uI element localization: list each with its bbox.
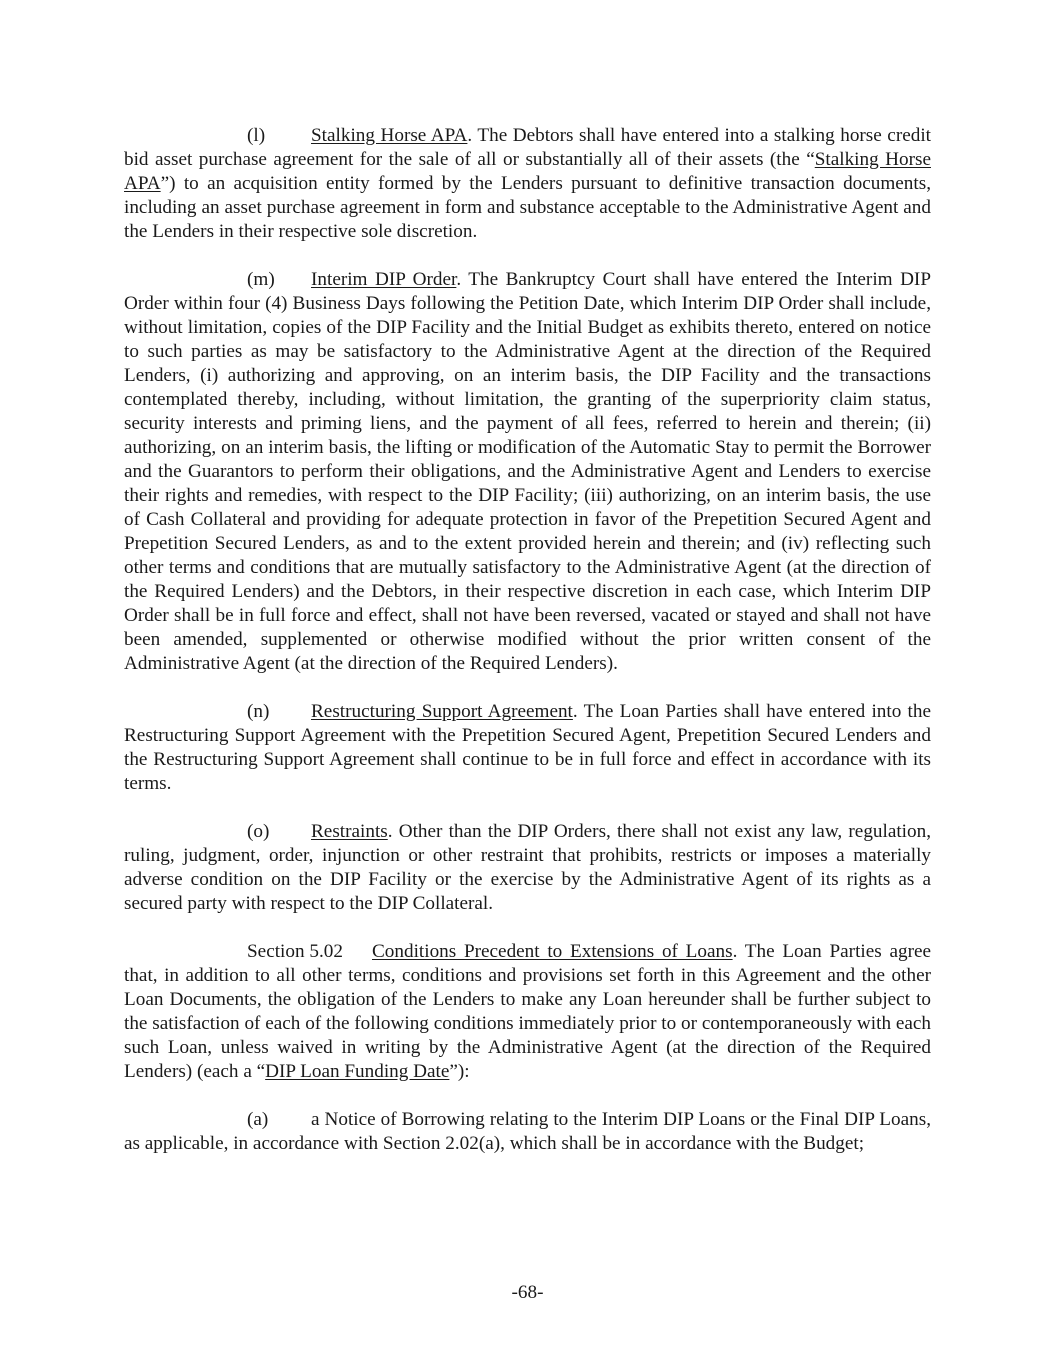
section-number: Section 5.02 bbox=[247, 941, 343, 962]
section-text: ”): bbox=[449, 1061, 470, 1082]
section-5-02 bbox=[124, 940, 931, 1084]
paragraph-label: (a) bbox=[247, 1109, 269, 1130]
paragraph-text: . Other than the DIP Orders, there shall not exist any law, regulation, ruling, judgment, order, injunction or other restraint that prohibits, restricts or imposes a materially adverse condition on the DIP Facility or the exercise by the Administrative Agent of its rights as a secured party with respect to the DIP Collateral. bbox=[124, 821, 931, 914]
section-text: . The Loan Parties agree that, in addition to all other terms, conditions and provisions set forth in this Agreement and the other Loan Documents, the obligation of the Lenders to make any Loan hereunder shall be further subject to the satisfaction of each of the following conditions immediately prior to or contemporaneously with each such Loan, unless waived in writing by the Administrative Agent (at the direction of the Required Lenders) (each a “ bbox=[124, 941, 931, 1082]
paragraph-o bbox=[124, 820, 931, 916]
paragraph-text: . The Bankruptcy Court shall have entered the Interim DIP Order within four (4) Business Days following the Petition Date, which Interim DIP Order shall include, without limitation, copies of the DIP Facility and the Initial Budget as exhibits thereto, entered on notice to such parties as may be satisfactory to the Administrative Agent at the direction of the Required Lenders, (i) authorizing and approving, on an interim basis, the DIP Facility and the transactions contemplated thereby, including, without limitation, the granting of the superpriority claim status, security interests and priming liens, and the payment of all fees, referred to herein and therein; (ii) authorizing, on an interim basis, the lifting or modification of the Automatic Stay to permit the Borrower and the Guarantors to perform their obligations, and the Administrative Agent and Lenders to exercise their rights and remedies, with respect to the DIP Facility; (iii) authorizing, on an interim basis, the use of Cash Collateral and providing for adequate protection in favor of the Prepetition Secured Agent and Prepetition Secured Lenders, as and to the extent provided herein and therein; and (iv) reflecting such other terms and conditions that are mutually satisfactory to the Administrative Agent (at the direction of the Required Lenders) and the Debtors, in their respective discretion in each case, which Interim DIP Order shall be in full force and effect, shall not have been reversed, vacated or stayed and shall not have been amended, supplemented or otherwise modified without the prior written consent of the Administrative Agent (at the direction of the Required Lenders). bbox=[124, 269, 931, 674]
paragraph-title: Restructuring Support Agreement bbox=[311, 701, 573, 722]
paragraph-l bbox=[124, 124, 931, 244]
document-page bbox=[124, 124, 931, 1180]
paragraph-title: Stalking Horse APA bbox=[311, 125, 468, 146]
paragraph-n bbox=[124, 700, 931, 796]
defined-term: Stalking Horse APA bbox=[124, 149, 931, 194]
section-title: Conditions Precedent to Extensions of Loans bbox=[372, 941, 733, 962]
paragraph-text: ”) to an acquisition entity formed by the Lenders pursuant to definitive transaction documents, including an asset purchase agreement in form and substance acceptable to the Administrative Agent and the Lenders in their respective sole discretion. bbox=[124, 173, 931, 242]
paragraph-a bbox=[124, 1108, 931, 1156]
paragraph-title: Interim DIP Order bbox=[311, 269, 457, 290]
paragraph-title: Restraints bbox=[311, 821, 388, 842]
paragraph-label: (o) bbox=[247, 821, 270, 842]
paragraph-text: a Notice of Borrowing relating to the Interim DIP Loans or the Final DIP Loans, as applicable, in accordance with Section 2.02(a), which shall be in accordance with the Budget; bbox=[124, 1109, 931, 1154]
paragraph-label: (l) bbox=[247, 125, 266, 146]
page-number: -68- bbox=[511, 1282, 544, 1303]
paragraph-label: (m) bbox=[247, 269, 275, 290]
paragraph-label: (n) bbox=[247, 701, 270, 722]
paragraph-m bbox=[124, 268, 931, 676]
paragraph-text: . The Loan Parties shall have entered into the Restructuring Support Agreement with the Prepetition Secured Agent, Prepetition Secured Lenders and the Restructuring Support Agreement shall continue to be in full force and effect in accordance with its terms. bbox=[124, 701, 931, 794]
paragraph-text: . The Debtors shall have entered into a stalking horse credit bid asset purchase agreement for the sale of all or substantially all of their assets (the “ bbox=[124, 125, 931, 170]
defined-term: DIP Loan Funding Date bbox=[265, 1061, 450, 1082]
